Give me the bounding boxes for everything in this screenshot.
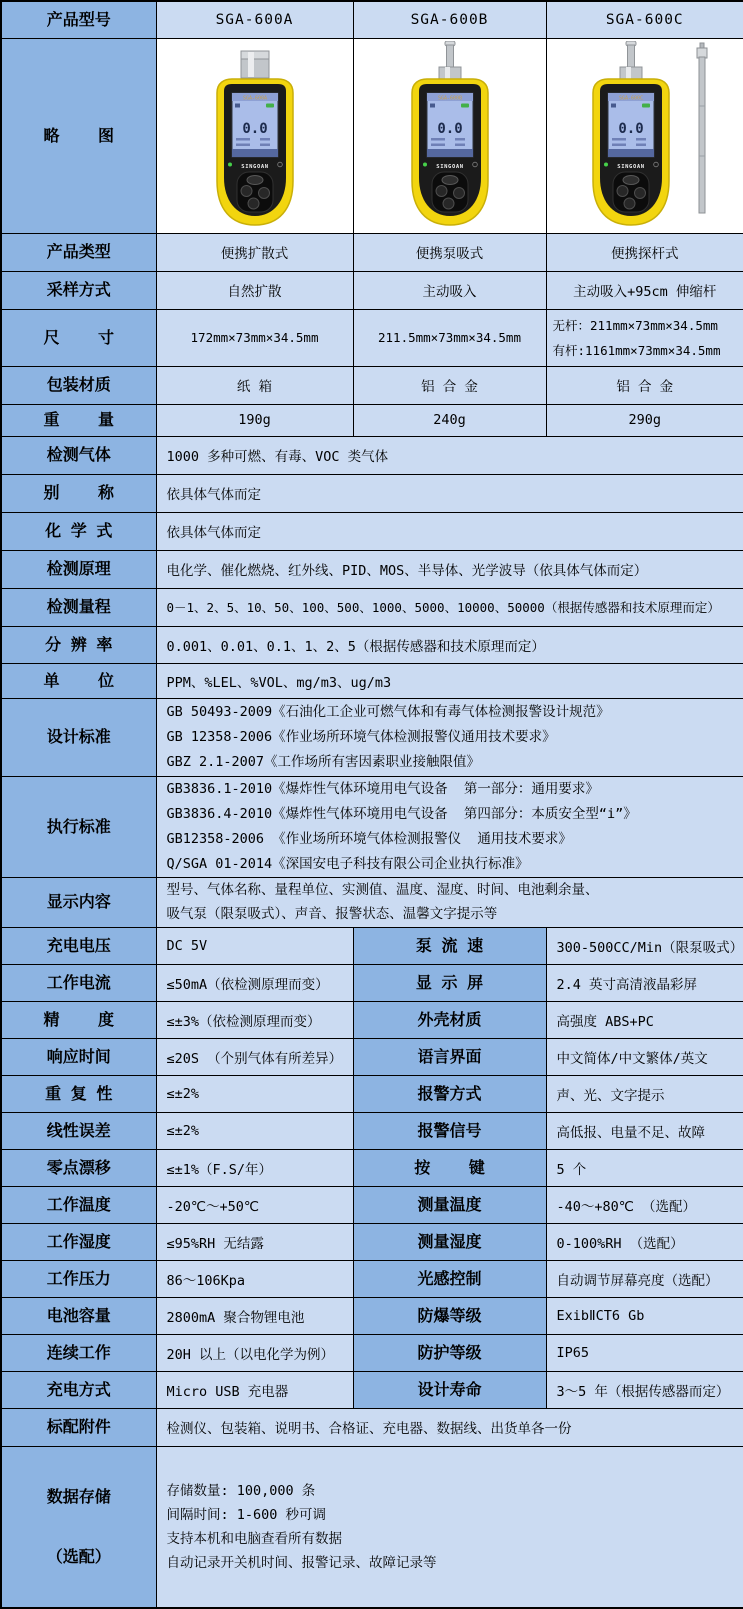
device-image-sga-600c [570,41,720,231]
display-line: 吸气泵（限泵吸式）、声音、报警状态、温馨文字提示等 [167,902,740,926]
row-label: 充电电压 [1,927,156,964]
row-label: 尺 寸 [1,309,156,366]
brand-label: SINGOAN [617,164,644,170]
sensor-cap [241,51,269,78]
svg-text:SGA-600B: SGA-600B [437,95,461,101]
row-label: 包装材质 [1,366,156,404]
cell-value: 依具体气体而定 [156,474,743,512]
standard-line: GB 50493-2009《石油化工企业可燃气体和有毒气体检测报警设计规范》 [167,700,740,725]
cell-value [156,776,743,877]
row-label: 重 量 [1,404,156,436]
storage-line: 存储数量: 100,000 条 [167,1479,740,1503]
device-screen [232,93,278,157]
cell-value: 电化学、催化燃烧、红外线、PID、MOS、半导体、光学波导（依具体气体而定） [156,550,743,588]
row-label: 检测原理 [1,550,156,588]
row-label: 报警信号 [353,1112,546,1149]
cell-value: ≤±2% [156,1112,353,1149]
model-name-b: SGA-600B [353,1,546,38]
storage-label-line: 数据存储 [2,1487,156,1507]
table-row [1,663,743,698]
row-label: 化 学 式 [1,512,156,550]
cell-value: ≤±3%（依检测原理而变） [156,1001,353,1038]
table-row [1,877,743,927]
sketch-cell-b [353,38,546,233]
power-led [604,162,608,166]
table-row [1,927,743,964]
cell-value: 190g [156,404,353,436]
row-label: 响应时间 [1,1038,156,1075]
cell-value: 自然扩散 [156,271,353,309]
table-row [1,1446,743,1608]
standard-line: GB3836.4-2010《爆炸性气体环境用电气设备 第四部分：本质安全型“i”》 [167,802,740,827]
button-pad [237,172,273,212]
table-row [1,366,743,404]
cell-value: ≤±1%（F.S/年） [156,1149,353,1186]
table-row [1,1112,743,1149]
cell-value: 240g [353,404,546,436]
table-row [1,698,743,776]
brand-label: SINGOAN [241,164,268,170]
cell-value: 便携扩散式 [156,233,353,271]
row-label: 设计标准 [1,698,156,776]
row-label: 按 键 [353,1149,546,1186]
cell-value: 高强度 ABS+PC [546,1001,743,1038]
button-pad [432,172,468,212]
row-label: 设计寿命 [353,1371,546,1408]
telescopic-rod [697,43,707,213]
standard-line: GBZ 2.1-2007《工作场所有害因素职业接触限值》 [167,750,740,775]
row-label: 充电方式 [1,1371,156,1408]
cell-value: 检测仪、包装箱、说明书、合格证、充电器、数据线、出货单各一份 [156,1408,743,1446]
standard-line: Q/SGA 01-2014《深国安电子科技有限公司企业执行标准》 [167,852,740,877]
cell-value: 声、光、文字提示 [546,1075,743,1112]
table-row [1,1001,743,1038]
cell-value: 铝 合 金 [546,366,743,404]
table-row [1,1371,743,1408]
cell-value [156,698,743,776]
cell-value: 20H 以上（以电化学为例） [156,1334,353,1371]
row-label: 显 示 屏 [353,964,546,1001]
table-row [1,512,743,550]
storage-line: 自动记录开关机时间、报警记录、故障记录等 [167,1551,740,1575]
row-label: 检测气体 [1,436,156,474]
row-label: 报警方式 [353,1075,546,1112]
cell-value: 2.4 英寸高清液晶彩屏 [546,964,743,1001]
cell-value: Micro USB 充电器 [156,1371,353,1408]
header-row [1,1,743,38]
standard-line: GB 12358-2006《作业场所环境气体检测报警仪通用技术要求》 [167,725,740,750]
storage-label-line: （选配） [2,1547,156,1567]
row-label: 重 复 性 [1,1075,156,1112]
row-label: 工作电流 [1,964,156,1001]
model-name-c: SGA-600C [546,1,743,38]
row-label: 别 称 [1,474,156,512]
cell-value: 172mm×73mm×34.5mm [156,309,353,366]
cell-value [156,877,743,927]
row-label: 执行标准 [1,776,156,877]
cell-value: 290g [546,404,743,436]
row-label: 测量温度 [353,1186,546,1223]
cell-value: 3～5 年（根据传感器而定） [546,1371,743,1408]
row-label: 工作湿度 [1,1223,156,1260]
svg-text:SGA-600A: SGA-600A [242,95,266,101]
table-row [1,271,743,309]
device-image-sga-600b [375,41,525,231]
row-label-sketch: 略 图 [1,38,156,233]
table-row [1,964,743,1001]
row-label-storage [1,1446,156,1608]
row-label: 精 度 [1,1001,156,1038]
table-row [1,550,743,588]
svg-text:0.0: 0.0 [618,121,643,137]
row-label: 工作温度 [1,1186,156,1223]
svg-text:SGA-600C: SGA-600C [619,95,643,101]
sketch-row [1,38,743,233]
cell-value: IP65 [546,1334,743,1371]
dimension-line: 有杆:1161mm×73mm×34.5mm [547,338,743,363]
storage-line: 间隔时间: 1-600 秒可调 [167,1503,740,1527]
table-row [1,1408,743,1446]
row-label: 语言界面 [353,1038,546,1075]
cell-value: 0-100%RH （选配） [546,1223,743,1260]
svg-text:0.0: 0.0 [242,121,267,137]
cell-value: 依具体气体而定 [156,512,743,550]
display-line: 型号、气体名称、量程单位、实测值、温度、湿度、时间、电池剩余量、 [167,878,740,902]
cell-value: -40～+80℃ （选配） [546,1186,743,1223]
table-row [1,1223,743,1260]
row-label: 标配附件 [1,1408,156,1446]
row-label: 分 辨 率 [1,626,156,663]
table-row [1,1186,743,1223]
device-screen [608,93,654,157]
table-row [1,1075,743,1112]
row-label: 连续工作 [1,1334,156,1371]
storage-line: 支持本机和电脑查看所有数据 [167,1527,740,1551]
sketch-cell-a [156,38,353,233]
cell-value: ≤95%RH 无结露 [156,1223,353,1260]
cell-value: ≤20S （个别气体有所差异） [156,1038,353,1075]
table-row [1,1297,743,1334]
row-label: 电池容量 [1,1297,156,1334]
pump-probe [439,41,461,80]
model-name-a: SGA-600A [156,1,353,38]
row-label: 显示内容 [1,877,156,927]
cell-value: ≤50mA（依检测原理而变） [156,964,353,1001]
cell-value: 211.5mm×73mm×34.5mm [353,309,546,366]
row-label: 工作压力 [1,1260,156,1297]
cell-value: DC 5V [156,927,353,964]
table-row [1,404,743,436]
cell-value: 便携泵吸式 [353,233,546,271]
sketch-cell-c [546,38,743,233]
row-label: 防爆等级 [353,1297,546,1334]
cell-value: 0.001、0.01、0.1、1、2、5（根据传感器和技术原理而定） [156,626,743,663]
cell-value: ExibⅡCT6 Gb [546,1297,743,1334]
row-label: 检测量程 [1,588,156,626]
cell-value: 1000 多种可燃、有毒、VOC 类气体 [156,436,743,474]
table-row [1,474,743,512]
row-label: 测量湿度 [353,1223,546,1260]
row-label: 零点漂移 [1,1149,156,1186]
cell-value: ≤±2% [156,1075,353,1112]
row-label: 单 位 [1,663,156,698]
cell-value: 纸 箱 [156,366,353,404]
row-label: 产品类型 [1,233,156,271]
row-label: 光感控制 [353,1260,546,1297]
table-row [1,233,743,271]
standard-line: GB12358-2006 《作业场所环境气体检测报警仪 通用技术要求》 [167,827,740,852]
cell-value [546,309,743,366]
cell-value: 主动吸入 [353,271,546,309]
table-row [1,1038,743,1075]
table-row [1,626,743,663]
standard-line: GB3836.1-2010《爆炸性气体环境用电气设备 第一部分：通用要求》 [167,777,740,802]
row-label: 线性误差 [1,1112,156,1149]
cell-value: 自动调节屏幕亮度（选配） [546,1260,743,1297]
table-row [1,1334,743,1371]
cell-value: 便携探杆式 [546,233,743,271]
power-led [423,162,427,166]
table-row [1,588,743,626]
device-screen [427,93,473,157]
cell-value: 0－1、2、5、10、50、100、500、1000、5000、10000、50000（根据传感器和技术原理而定） [156,588,743,626]
cell-value: 300-500CC/Min（限泵吸式） [546,927,743,964]
cell-value: 86～106Kpa [156,1260,353,1297]
cell-value [156,1446,743,1608]
cell-value: -20℃～+50℃ [156,1186,353,1223]
row-label: 泵 流 速 [353,927,546,964]
power-led [228,162,232,166]
row-label: 外壳材质 [353,1001,546,1038]
cell-value: 中文简体/中文繁体/英文 [546,1038,743,1075]
row-label-model: 产品型号 [1,1,156,38]
cell-value: 铝 合 金 [353,366,546,404]
svg-text:0.0: 0.0 [437,121,462,137]
brand-label: SINGOAN [436,164,463,170]
cell-value: 2800mA 聚合物锂电池 [156,1297,353,1334]
table-row [1,309,743,366]
button-pad [613,172,649,212]
table-row [1,776,743,877]
table-row [1,1149,743,1186]
cell-value: 高低报、电量不足、故障 [546,1112,743,1149]
table-row [1,436,743,474]
row-label: 防护等级 [353,1334,546,1371]
cell-value: 5 个 [546,1149,743,1186]
device-image-sga-600a [180,41,330,231]
dimension-line: 无杆：211mm×73mm×34.5mm [547,313,743,338]
cell-value: 主动吸入+95cm 伸缩杆 [546,271,743,309]
row-label: 采样方式 [1,271,156,309]
pump-probe [620,41,642,80]
cell-value: PPM、%LEL、%VOL、mg/m3、ug/m3 [156,663,743,698]
table-row [1,1260,743,1297]
